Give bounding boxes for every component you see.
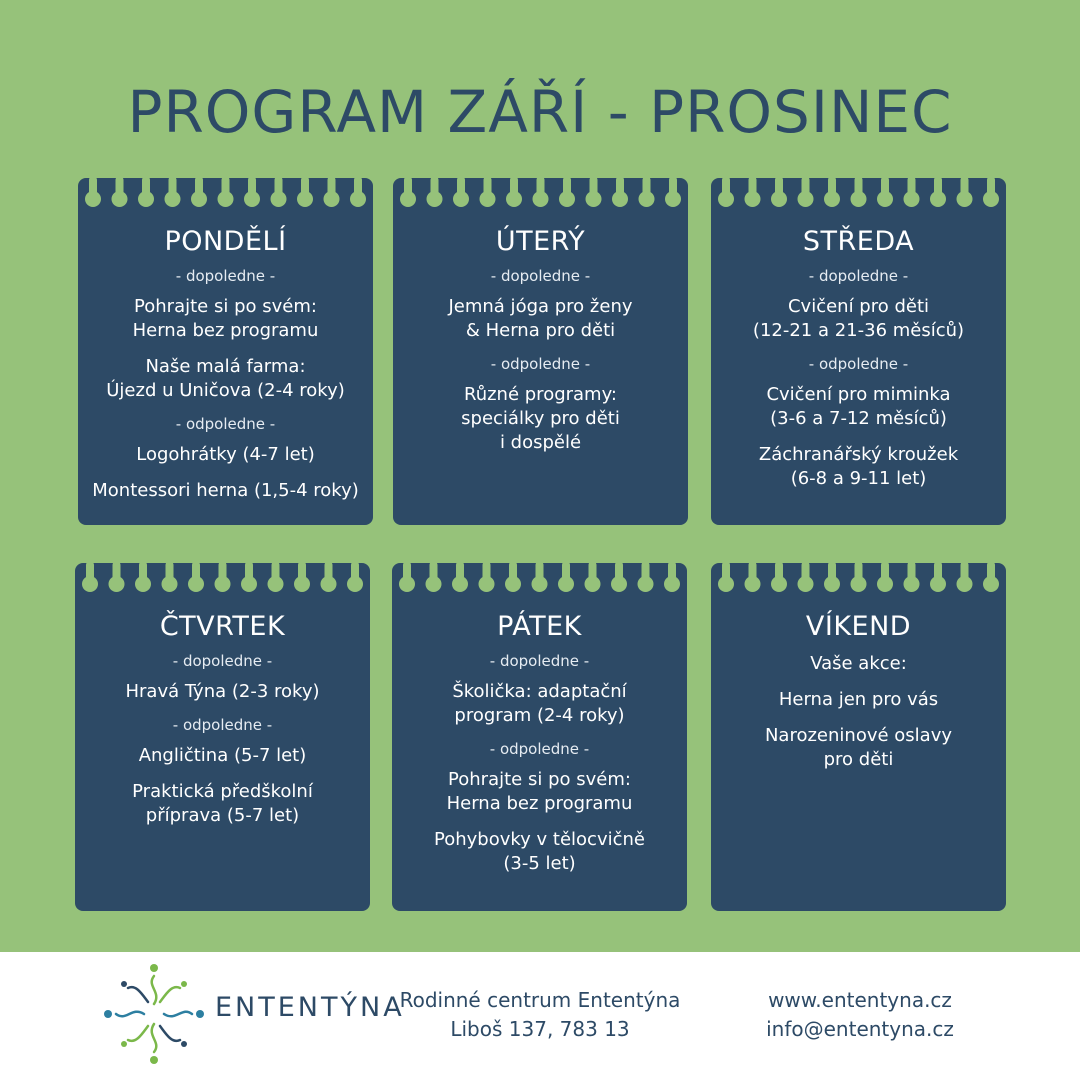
address-block [360,986,720,1044]
program-list [711,267,1006,491]
program-item: Herna jen pro vás [778,689,939,710]
card-weekend [711,563,1006,911]
program-item: Záchranářský kroužek (6-8 a 9-11 let) [758,444,959,489]
program-item: Narozeninové oslavy pro děti [764,725,953,770]
program-item: Angličtina (5-7 let) [138,745,307,766]
program-list [711,652,1006,772]
time-of-day-label: - odpoledne - [490,355,591,373]
program-item: Logohrátky (4-7 let) [136,444,315,465]
program-item: Pohybovky v tělocvičně (3-5 let) [434,829,645,874]
contact-block [740,986,980,1044]
time-of-day-label: - odpoledne - [808,355,909,373]
time-of-day-label: - odpoledne - [175,415,276,433]
website-link[interactable]: www.ententyna.cz [768,988,952,1012]
spiral-binding [711,563,1006,605]
card-monday [78,178,373,525]
card-thursday [75,563,370,911]
time-of-day-label: - dopoledne - [172,652,273,670]
org-name: Rodinné centrum Ententýna [399,988,681,1012]
day-heading: ČTVRTEK [159,611,286,642]
day-heading: ÚTERÝ [495,226,586,257]
time-of-day-label: - odpoledne - [172,716,273,734]
program-item: Různé programy: speciálky pro děti i dospělé [461,384,620,453]
card-tuesday [393,178,688,525]
time-of-day-label: - dopoledne - [490,267,591,285]
program-item: Naše malá farma: Újezd u Uničova (2-4 roky) [106,356,345,401]
day-heading: VÍKEND [805,611,912,642]
program-list [75,652,370,828]
spiral-binding [75,563,370,605]
program-item: Praktická předškolní příprava (5-7 let) [132,781,313,826]
card-wednesday [711,178,1006,525]
brand-name: ENTENTÝNA [215,992,405,1023]
time-of-day-label: - odpoledne - [489,740,590,758]
program-item: Montessori herna (1,5-4 roky) [92,480,359,501]
program-item: Vaše akce: [810,653,907,674]
email-link[interactable]: info@ententyna.cz [766,1017,954,1041]
spiral-binding [392,563,687,605]
time-of-day-label: - dopoledne - [175,267,276,285]
program-item: Cvičení pro miminka (3-6 a 7-12 měsíců) [766,384,951,429]
program-list [392,652,687,876]
time-of-day-label: - dopoledne - [808,267,909,285]
page-title: PROGRAM ZÁŘÍ - PROSINEC [127,78,953,146]
program-list [78,267,373,503]
time-of-day-label: - dopoledne - [489,652,590,670]
program-item: Hravá Týna (2-3 roky) [125,681,320,702]
program-item: Cvičení pro děti (12-21 a 21-36 měsíců) [752,296,965,341]
day-heading: PONDĚLÍ [164,226,287,257]
program-item: Pohrajte si po svém: Herna bez programu [446,769,633,814]
day-heading: STŘEDA [802,226,915,257]
day-heading: PÁTEK [497,611,582,642]
program-item: Pohrajte si po svém: Herna bez programu [132,296,319,341]
program-list [393,267,688,455]
address: Liboš 137, 783 13 [450,1017,630,1041]
spiral-binding [711,178,1006,220]
program-item: Jemná jóga pro ženy & Herna pro děti [448,296,633,341]
spiral-binding [78,178,373,220]
program-item: Školička: adaptační program (2-4 roky) [452,681,627,726]
spiral-binding [393,178,688,220]
card-friday [392,563,687,911]
